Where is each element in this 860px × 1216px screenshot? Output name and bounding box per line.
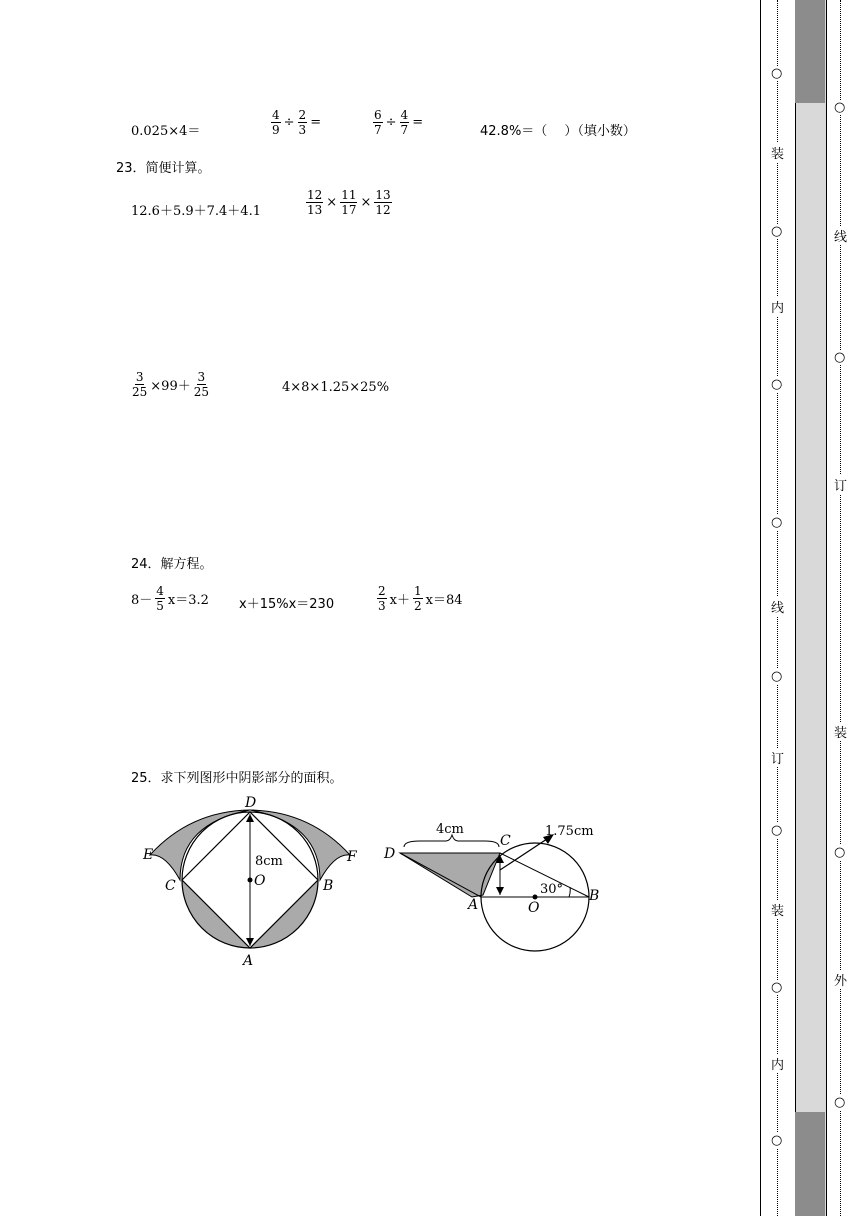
circle-mark: ○ [834,100,846,115]
circle-mark: ○ [771,515,783,530]
figure-circle-square [135,793,370,968]
binding-dark-bottom [795,1112,825,1216]
binding-char: 装 [771,143,784,162]
binding-dark-top [795,0,825,103]
circle-mark: ○ [771,66,783,81]
label-C: C [165,878,176,894]
label-O2: O [528,900,540,916]
figure-circle-trapezoid [380,815,610,955]
circle-mark: ○ [771,224,783,239]
binding-margin [760,0,860,1216]
q23-expr-4: 4×8×1.25×25% [282,380,390,395]
binding-char: 装 [834,722,847,741]
label-D2: D [384,846,396,862]
label-E: E [143,847,154,863]
circle-mark: ○ [771,823,783,838]
q23-expr-1: 12.6＋5.9＋7.4＋4.1 [131,204,261,219]
label-B: B [323,878,334,894]
binding-char: 内 [771,1054,784,1073]
label-O: O [254,873,266,889]
label-30deg: 30° [540,882,564,897]
expr-4-9-div-2-3: $\frac{4}{9}$ ÷ $\frac{2}{3}$ = [272,108,322,137]
circle-mark: ○ [771,1133,783,1148]
circle-mark: ○ [771,669,783,684]
q23-heading: 23．简便计算。 [116,161,211,176]
label-175cm: 1.75cm [545,824,594,839]
binding-char: 内 [771,297,784,316]
label-D: D [245,795,257,811]
label-A2: A [468,897,479,913]
binding-char: 线 [771,597,784,616]
q24-equation-3: $\frac{2}{3}$ x＋ $\frac{1}{2}$ x＝84 [378,584,463,613]
binding-strip [795,0,827,1216]
label-C2: C [500,833,511,849]
label-F: F [347,849,357,865]
label-8cm: 8cm [255,854,283,869]
circle-mark: ○ [834,1095,846,1110]
binding-char: 订 [771,748,784,767]
circle-mark: ○ [834,350,846,365]
binding-char: 装 [771,900,784,919]
expr-percent-to-decimal: 42.8%＝（ ）（填小数） [480,124,636,139]
binding-char: 订 [834,475,847,494]
q23-expr-2: $\frac{12}{13}$ × $\frac{11}{17}$ × $\frac{13}{12}$ [307,188,391,217]
q24-equation-1: 8－ $\frac{4}{5}$ x＝3.2 [131,584,209,613]
circle-mark: ○ [834,845,846,860]
circle-mark: ○ [771,377,783,392]
label-4cm: 4cm [436,822,464,837]
q24-equation-2: x＋15%x＝230 [239,597,335,612]
binding-char: 外 [834,970,847,989]
q24-heading: 24．解方程。 [131,557,213,572]
label-B2: B [589,888,600,904]
outer-dotted-line [840,0,842,1216]
expr-6-7-div-4-7: $\frac{6}{7}$ ÷ $\frac{4}{7}$ = [374,108,424,137]
binding-char: 线 [834,226,847,245]
label-A: A [243,953,254,968]
q25-heading: 25．求下列图形中阴影部分的面积。 [131,771,343,786]
q23-expr-3: $\frac{3}{25}$ ×99＋ $\frac{3}{25}$ [132,370,209,399]
circle-mark: ○ [771,980,783,995]
expr-0025x4: 0.025×4＝ [131,124,201,139]
